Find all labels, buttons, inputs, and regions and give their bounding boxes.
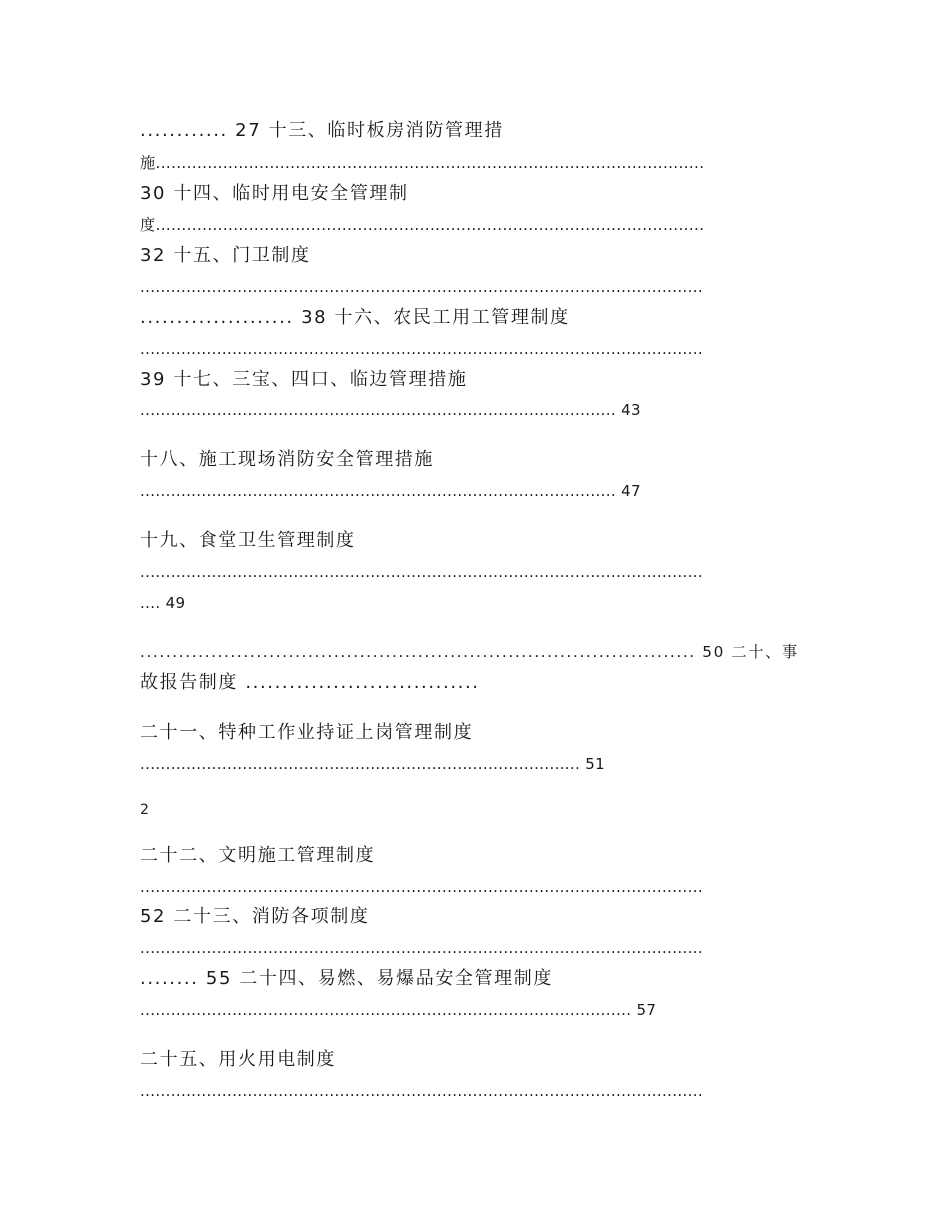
toc-line[interactable]: 施.......................................................................................................... (140, 154, 705, 172)
toc-line[interactable]: .............................................................................................................. (140, 939, 703, 957)
toc-line[interactable]: ..................... 38 十六、农民工用工管理制度 (140, 307, 570, 328)
toc-line[interactable]: 39 十七、三宝、四口、临边管理措施 (140, 369, 468, 390)
toc-line[interactable]: ............................................................................................. 47 (140, 482, 641, 500)
toc-line[interactable]: 二十五、用火用电制度 (140, 1049, 336, 1070)
toc-line[interactable]: 30 十四、临时用电安全管理制 (140, 183, 409, 204)
toc-line[interactable]: 二十一、特种工作业持证上岗管理制度 (140, 722, 474, 743)
toc-line[interactable]: ................................................................................................ 57 (140, 1001, 657, 1019)
toc-line[interactable]: ............................................................................................. 43 (140, 401, 641, 419)
page-number: 2 (140, 802, 149, 818)
toc-line[interactable]: 十九、食堂卫生管理制度 (140, 530, 356, 551)
toc-line[interactable]: 度.......................................................................................................... (140, 216, 705, 234)
toc-line[interactable]: .............................................................................................................. (140, 878, 703, 896)
toc-line[interactable]: .............................................................................................................. (140, 1082, 703, 1100)
toc-line[interactable]: ...................................................................................... 50 二十、事 (140, 643, 799, 661)
toc-line[interactable]: 32 十五、门卫制度 (140, 245, 311, 266)
toc-line[interactable]: .............................................................................................................. (140, 278, 703, 296)
toc-line[interactable]: 十八、施工现场消防安全管理措施 (140, 449, 434, 470)
toc-line[interactable]: .............................................................................................................. (140, 563, 703, 581)
toc-line[interactable]: .............................................................................................................. (140, 340, 703, 358)
toc-line[interactable]: ............ 27 十三、临时板房消防管理措 (140, 120, 504, 141)
toc-line[interactable]: 52 二十三、消防各项制度 (140, 906, 370, 927)
toc-line[interactable]: 故报告制度 ................................ (140, 672, 480, 693)
toc-line[interactable]: 二十二、文明施工管理制度 (140, 845, 376, 866)
toc-line[interactable]: .... 49 (140, 594, 186, 612)
toc-line[interactable]: ...................................................................................... 51 (140, 755, 606, 773)
toc-line[interactable]: ........ 55 二十四、易燃、易爆品安全管理制度 (140, 968, 553, 989)
